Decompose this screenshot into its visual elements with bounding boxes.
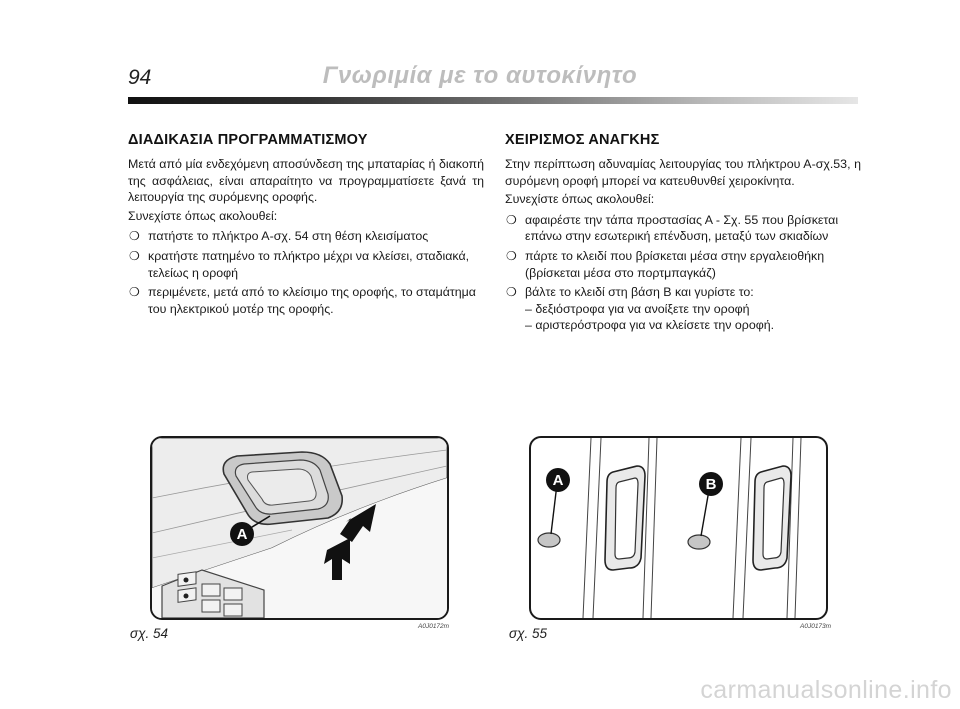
- list-item: [505, 212, 861, 245]
- bullet-icon: ❍: [506, 248, 517, 263]
- protective-cap: [538, 533, 560, 547]
- figure-54: [150, 436, 449, 620]
- emergency-key-illustration: [531, 438, 826, 618]
- list-item: [505, 248, 861, 281]
- sub-item: – δεξιόστροφα για να ανοίξετε την οροφή: [525, 301, 750, 316]
- callout-label-b: B: [705, 476, 717, 493]
- list-item: [128, 228, 484, 245]
- chapter-title: Γνωριμία με το αυτοκίνητο: [322, 62, 638, 89]
- list-item-text: βάλτε το κλειδί στη βάση Β και γυρίστε το:: [525, 285, 754, 300]
- bullet-icon: ❍: [506, 285, 517, 300]
- bullet-list: [505, 212, 861, 334]
- section-title-programming: ΔΙΑΔΙΚΑΣΙΑ ΠΡΟΓΡΑΜΜΑΤΙΣΜΟΥ: [128, 132, 368, 148]
- bullet-icon: ❍: [506, 212, 517, 227]
- figure-caption-55: σχ. 55: [509, 626, 548, 641]
- list-item: [128, 284, 484, 317]
- sub-item: – αριστερόστροφα για να κλείσετε την οροφή.: [525, 318, 775, 333]
- list-item-text: κρατήστε πατημένο το πλήκτρο μέχρι να κλείσει, σταδιακά, τελείως η οροφή: [148, 248, 470, 280]
- list-item-text: περιμένετε, μετά από το κλείσιμο της οροφής, το σταμάτημα του ηλεκτρικού μοτέρ της οροφής.: [148, 285, 476, 316]
- figure-55: [529, 436, 828, 620]
- sunshade-clip: [753, 466, 791, 570]
- sunshade-clip: [605, 466, 645, 570]
- roof-switch-illustration: [152, 438, 447, 618]
- section-title-emergency: ΧΕΙΡΙΣΜΟΣ ΑΝΑΓΚΗΣ: [505, 132, 660, 148]
- list-item-text: πατήστε το πλήκτρο Α-σχ. 54 στη θέση κλεισίματος: [148, 229, 429, 244]
- callout-label-a: A: [236, 526, 248, 543]
- callout-label-a: A: [552, 472, 564, 489]
- bullet-icon: ❍: [129, 229, 140, 244]
- figure-caption-54: σχ. 54: [130, 626, 169, 641]
- figure-code-54: A0J0172m: [418, 623, 450, 630]
- page-number: 94: [128, 66, 152, 89]
- list-item-text: πάρτε το κλειδί που βρίσκεται μέσα στην εργαλειοθήκη (βρίσκεται μέσα στο πορτμπαγκάζ): [525, 248, 825, 280]
- intro-paragraph: Μετά από μία ενδεχόμενη αποσύνδεση της μπαταρίας ή διακοπή της ασφάλειας, είναι απαραίτητο να προγραμματίσετε ξανά τη λειτουργία της συρόμενης οροφής.: [128, 157, 484, 205]
- watermark: carmanualsonline.info: [700, 676, 952, 704]
- continue-paragraph: Συνεχίστε όπως ακολουθεί:: [128, 208, 278, 223]
- bullet-icon: ❍: [129, 248, 140, 263]
- figure-code-55: A0J0173m: [800, 623, 832, 630]
- list-item: [128, 248, 484, 281]
- list-item: [505, 284, 861, 334]
- header-bar: [128, 97, 858, 104]
- intro-paragraph: Στην περίπτωση αδυναμίας λειτουργίας του πλήκτρου Α-σχ.53, η συρόμενη οροφή μπορεί να κατευθυνθεί χειροκίνητα.: [505, 157, 861, 188]
- right-column: [505, 132, 861, 337]
- key-socket: [688, 535, 710, 549]
- bullet-icon: ❍: [129, 285, 140, 300]
- callout-line: [701, 490, 709, 536]
- list-item-text: αφαιρέστε την τάπα προστασίας Α - Σχ. 55 που βρίσκεται επάνω στην εσωτερική επένδυση, μεταξύ των σκιαδίων: [525, 212, 839, 244]
- bullet-list: [128, 228, 484, 317]
- left-column: [128, 132, 484, 320]
- continue-paragraph: Συνεχίστε όπως ακολουθεί:: [505, 192, 655, 207]
